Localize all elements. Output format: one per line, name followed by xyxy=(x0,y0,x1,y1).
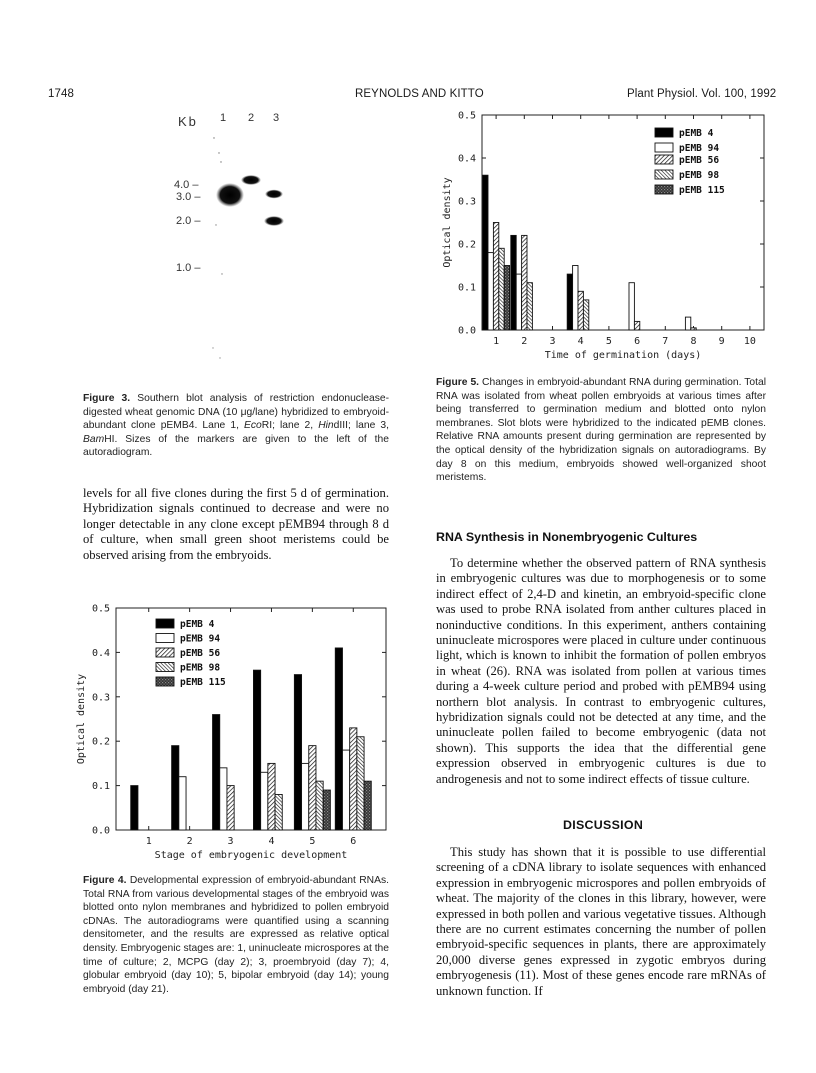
bar-pemb98-cat6 xyxy=(357,737,364,830)
x-tick-label: 2 xyxy=(186,836,193,847)
discussion-paragraph xyxy=(436,845,766,999)
bar-pemb94-cat8 xyxy=(685,317,690,330)
bar-pemb94-cat4 xyxy=(573,266,578,331)
page-number: 1748 xyxy=(48,88,74,100)
bar-pemb56-cat1 xyxy=(493,223,498,331)
bar-pemb4-cat5 xyxy=(294,675,301,830)
legend-swatch xyxy=(655,185,673,194)
legend-label: pEMB 4 xyxy=(180,619,215,630)
legend-label: pEMB 98 xyxy=(180,662,221,674)
y-tick-label: 0.0 xyxy=(91,825,110,837)
legend-label: pEMB 115 xyxy=(180,677,226,688)
figure3-caption-label: Figure 3. xyxy=(83,393,131,404)
bar-pemb115-cat6 xyxy=(364,781,371,830)
caption-text: Changes in embryoid-abundant RNA during germination. Total RNA was isolated from wheat pollen embryoids at various times after being transferred to germination medium and blotted onto nylon membranes. Slot blots were hybridized to the indicated pEMB clones. Relative RNA amounts present during germination are represented by the optical density of the hybridization signals on autoradiograms. By day 8 on this medium, embryoids showed well-organized shoot meristems. xyxy=(436,377,766,484)
marker-4kb: 4.0 – xyxy=(174,179,199,191)
legend-swatch xyxy=(156,677,174,686)
section-heading-discussion: DISCUSSION xyxy=(563,818,644,832)
enzyme-hindiii: Hin xyxy=(318,420,334,432)
bar-pemb56-cat6 xyxy=(634,321,639,330)
bar-pemb4-cat2 xyxy=(511,235,516,330)
bar-pemb56-cat6 xyxy=(350,728,357,830)
bar-pemb94-cat2 xyxy=(516,274,521,330)
bar-pemb94-cat5 xyxy=(302,763,309,830)
x-tick-label: 5 xyxy=(309,836,316,847)
bar-pemb98-cat4 xyxy=(583,300,588,330)
x-tick-label: 1 xyxy=(145,836,152,847)
bar-pemb94-cat6 xyxy=(629,283,634,330)
x-axis-label: Time of germination (days) xyxy=(544,350,702,360)
figure5-caption xyxy=(436,376,766,485)
y-tick-label: 0.2 xyxy=(457,239,476,251)
y-tick-label: 0.2 xyxy=(91,736,110,748)
band-lane1 xyxy=(216,183,244,207)
legend-label: pEMB 94 xyxy=(180,633,221,645)
paragraph-text: To determine whether the observed pattern of RNA synthesis in embryogenic cultures was due to morphogenesis or to some indirect effect of 2,4-D and kinetin, an embryoid-specific clone was used to probe RNA isolated from anther cultures placed in noninductive conditions. In this experiment, anthers containing uninucleate microspores were placed in culture under continuous light, which is known to inhibit the formation of pollen embryos in wheat (26). RNA was isolated from pollen at various times during a 4-week culture period and probed with pEMB94 using northern blot analysis. In contrast to embryogenic cultures, hybridization signals could not be detected at any time, and the uninucleate pollen failed to become embryogenic (data not shown). This supports the idea that the differential gene expression observed in embryogenic cultures is due to androgenesis and not to some indirect effects of tissue culture. xyxy=(436,556,766,786)
bar-pemb94-cat3 xyxy=(220,768,227,830)
legend-label: pEMB 115 xyxy=(679,185,725,196)
bar-pemb56-cat8 xyxy=(691,328,696,330)
band-lane3-lower xyxy=(264,216,284,226)
enzyme-bamhi-suffix: HI xyxy=(104,433,115,445)
bar-pemb4-cat4 xyxy=(567,274,572,330)
y-tick-label: 0.4 xyxy=(457,153,476,165)
enzyme-ecori-suffix: RI xyxy=(261,420,273,432)
bar-pemb94-cat2 xyxy=(179,777,186,830)
legend-swatch xyxy=(156,663,174,672)
y-tick-label: 0.3 xyxy=(91,692,110,704)
x-tick-label: 7 xyxy=(662,336,669,347)
bar-pemb56-cat4 xyxy=(578,291,583,330)
bar-pemb56-cat4 xyxy=(268,763,275,830)
journal-citation: Plant Physiol. Vol. 100, 1992 xyxy=(627,88,777,100)
figure4-caption xyxy=(83,874,389,996)
legend-swatch xyxy=(156,619,174,628)
x-tick-label: 5 xyxy=(605,336,612,347)
paragraph-text: levels for all five clones during the first 5 d of germination. Hybridization signals continued to decrease and were no longer detectable in any clone except pEMB94 through 8 d of culture, when small green shoot meristems could be observed arising from the embryoids. xyxy=(83,486,389,562)
bar-pemb56-cat2 xyxy=(522,235,527,330)
y-tick-label: 0.3 xyxy=(457,196,476,208)
y-axis-label: Optical density xyxy=(76,673,87,765)
enzyme-ecori: Eco xyxy=(244,420,262,432)
bar-pemb94-cat6 xyxy=(342,750,349,830)
rna-section-paragraph xyxy=(436,556,766,787)
marker-2kb: 2.0 – xyxy=(176,215,201,227)
bar-pemb115-cat1 xyxy=(504,266,509,331)
legend-swatch xyxy=(156,648,174,657)
legend-label: pEMB 94 xyxy=(679,143,720,154)
caption-text: . Sizes of the markers are given to the left of the autoradiogram. xyxy=(83,433,389,459)
y-tick-label: 0.1 xyxy=(91,781,110,793)
figure4-chart xyxy=(66,598,396,860)
y-tick-label: 0.5 xyxy=(457,110,476,122)
bar-pemb4-cat1 xyxy=(483,175,488,330)
left-body-paragraph xyxy=(83,486,389,563)
blot-bands xyxy=(150,100,330,380)
lane-label-3: 3 xyxy=(273,112,280,124)
legend-label: pEMB 56 xyxy=(679,155,720,166)
y-tick-label: 0.1 xyxy=(457,282,476,294)
figure4-caption-label: Figure 4. xyxy=(83,875,127,886)
bar-pemb56-cat5 xyxy=(309,746,316,830)
running-title-authors: REYNOLDS AND KITTO xyxy=(355,88,484,100)
figure5-chart xyxy=(430,105,775,360)
bar-pemb98-cat2 xyxy=(527,283,532,330)
legend-swatch xyxy=(156,634,174,643)
legend-swatch xyxy=(655,155,673,164)
caption-text: Southern blot analysis of restriction endonuclease-digested wheat genomic DNA (10 μg/lane) hybridized to embryoid-abundant clone pEMB4. Lane 1, xyxy=(83,393,389,432)
marker-1kb: 1.0 – xyxy=(176,262,201,274)
x-tick-label: 3 xyxy=(227,836,234,847)
x-tick-label: 6 xyxy=(634,336,641,347)
x-tick-label: 8 xyxy=(690,336,697,347)
legend-label: pEMB 56 xyxy=(180,648,221,659)
bar-pemb4-cat1 xyxy=(131,786,138,830)
x-axis-label: Stage of embryogenic development xyxy=(154,850,348,860)
marker-3kb: 3.0 – xyxy=(176,191,201,203)
legend-swatch xyxy=(655,128,673,137)
bar-pemb98-cat1 xyxy=(499,248,504,330)
figure3-caption xyxy=(83,392,389,460)
caption-text: ; lane 2, xyxy=(272,420,319,432)
y-axis-label: Optical density xyxy=(442,177,453,268)
bar-pemb4-cat3 xyxy=(213,715,220,830)
kb-label: Kb xyxy=(178,114,198,129)
lane-label-2: 2 xyxy=(248,112,255,124)
bar-pemb56-cat3 xyxy=(227,786,234,830)
y-tick-label: 0.0 xyxy=(457,325,476,337)
caption-text: ; lane 3, xyxy=(347,420,389,432)
bar-pemb98-cat4 xyxy=(275,794,282,830)
x-tick-label: 2 xyxy=(521,336,528,347)
bar-pemb4-cat4 xyxy=(253,670,260,830)
lane-label-1: 1 xyxy=(220,112,227,124)
enzyme-bamhi: Bam xyxy=(83,433,105,445)
x-tick-label: 1 xyxy=(493,336,500,347)
bar-pemb4-cat6 xyxy=(335,648,342,830)
bar-pemb94-cat4 xyxy=(261,772,268,830)
figure3-autoradiogram xyxy=(150,100,330,380)
legend-swatch xyxy=(655,170,673,179)
legend-swatch xyxy=(655,143,673,152)
x-tick-label: 3 xyxy=(549,336,556,347)
band-lane2 xyxy=(241,175,261,185)
bar-pemb94-cat1 xyxy=(488,253,493,330)
x-tick-label: 4 xyxy=(577,336,584,347)
bar-pemb98-cat5 xyxy=(316,781,323,830)
bar-pemb115-cat5 xyxy=(323,790,330,830)
figure5-caption-label: Figure 5. xyxy=(436,377,480,388)
legend-label: pEMB 4 xyxy=(679,128,714,139)
caption-text: Developmental expression of embryoid-abundant RNAs. Total RNA from various developmental stages of the embryoid was blotted onto nylon membranes and hybridized to pollen embryoid cDNAs. The autoradiograms were quantified using a scanning densitometer, and the results are expressed as relative optical density. Embryogenic stages are: 1, uninucleate microspores at the time of culture; 2, MCPG (day 2); 3, proembryoid (day 7); 4, globular embryoid (day 10); 5, bipolar embryoid (day 14); young embryoid (day 21). xyxy=(83,875,390,995)
enzyme-hindiii-suffix: dIII xyxy=(333,420,348,432)
x-tick-label: 9 xyxy=(718,336,725,347)
band-lane3-upper xyxy=(265,190,283,199)
y-tick-label: 0.4 xyxy=(91,647,110,659)
paragraph-text: This study has shown that it is possible to use differential screening of a cDNA library to isolate sequences with enhanced expression in embryogenic microspores and pollen embryoids of wheat. The majority of the clones in this library, however, were expressed in both pollen and various vegetative tissues. Although there are no current estimates concerning the number of pollen embryoid-specific sequences in plants, there are approximately 20,000 diverse genes expressed in zygotic embryos during embryogenesis (11). Most of these genes encode rare mRNAs of unknown function. If xyxy=(436,845,766,998)
x-tick-label: 6 xyxy=(350,836,357,847)
legend-label: pEMB 98 xyxy=(679,170,720,181)
x-tick-label: 4 xyxy=(268,836,275,847)
y-tick-label: 0.5 xyxy=(91,603,110,615)
x-tick-label: 10 xyxy=(743,336,756,347)
bar-pemb4-cat2 xyxy=(172,746,179,830)
section-heading-rna-synthesis: RNA Synthesis in Nonembryogenic Cultures xyxy=(436,530,698,544)
